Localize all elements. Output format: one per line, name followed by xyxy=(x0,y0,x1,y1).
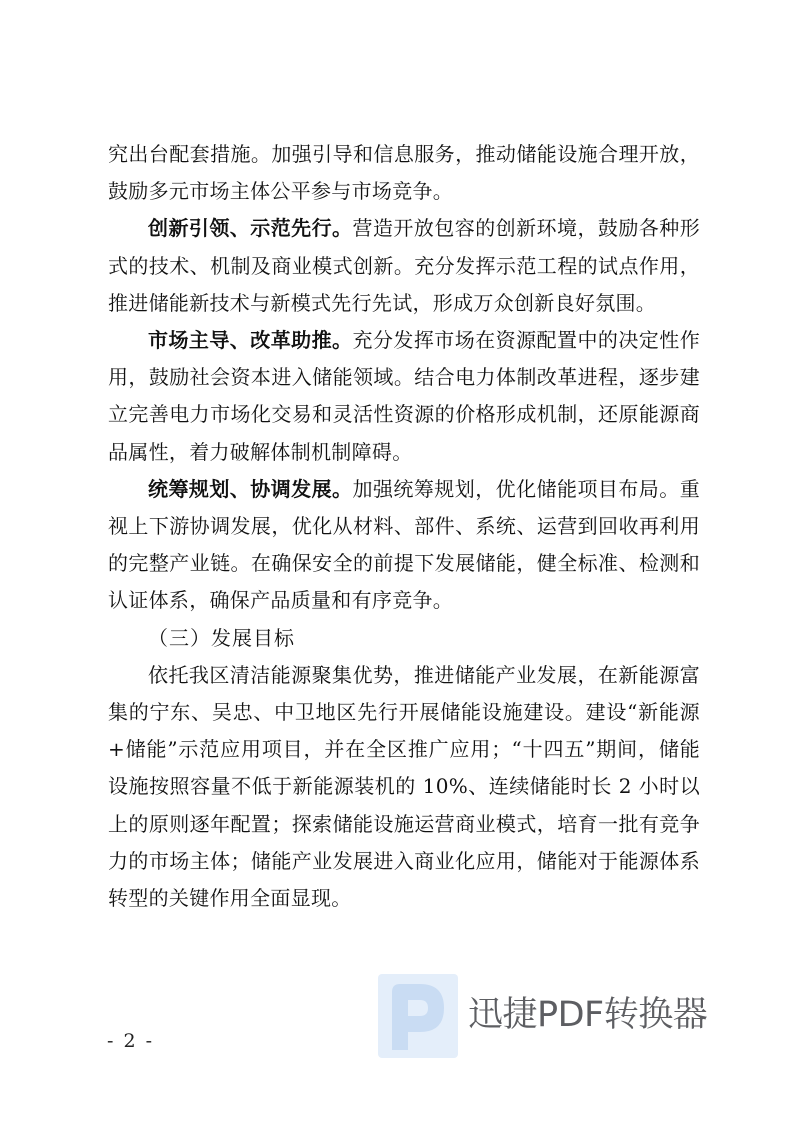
watermark-text: 迅捷PDF转换器 xyxy=(468,995,708,1035)
watermark xyxy=(378,974,738,1058)
paragraph-3 xyxy=(108,322,700,471)
goal-paragraph: 依托我区清洁能源聚集优势，推进储能产业发展，在新能源富集的宁东、吴忠、中卫地区先行开展储能设施建设。建设“新能源+储能”示范应用项目，并在全区推广应用；“十四五”期间，储能设施按照容量不低于新能源装机的 10%、连续储能时长 2 小时以上的原则逐年配置；探索储能设施运营商业模式，培育一批有竞争力的市场主体；储能产业发展进入商业化应用，储能对于能源体系转型的关键作用全面显现。 xyxy=(108,662,700,911)
paragraph-3-lead: 市场主导、改革助推。 xyxy=(148,328,353,353)
page-number: - 2 - xyxy=(107,1030,155,1052)
body-text xyxy=(108,136,700,917)
paragraph-2-text: 营造开放包容的创新环境，鼓励各种形式的技术、机制及商业模式创新。充分发挥示范工程的试点作用，推进储能新技术与新模式先行先试，形成万众创新良好氛围。 xyxy=(108,216,700,315)
paragraph-4-text: 加强统筹规划，优化储能项目布局。重视上下游协调发展，优化从材料、部件、系统、运营到回收再利用的完整产业链。在确保安全的前提下发展储能，健全标准、检测和认证体系，确保产品质量和有序竞争。 xyxy=(108,476,700,613)
paragraph-1 xyxy=(108,136,700,210)
pdf-converter-logo-icon xyxy=(378,974,458,1058)
paragraph-1-text: 究出台配套措施。加强引导和信息服务，推动储能设施合理开放，鼓励多元市场主体公平参与市场竞争。 xyxy=(108,142,700,204)
paragraph-2-lead: 创新引领、示范先行。 xyxy=(148,216,353,241)
section-heading: （三）发展目标 xyxy=(148,625,295,650)
paragraph-4 xyxy=(108,471,700,620)
paragraph-2 xyxy=(108,210,700,322)
paragraph-3-text: 充分发挥市场在资源配置中的决定性作用，鼓励社会资本进入储能领域。结合电力体制改革进程，逐步建立完善电力市场化交易和灵活性资源的价格形成机制，还原能源商品属性，着力破解体制机制障碍。 xyxy=(108,328,700,464)
paragraph-4-lead: 统筹规划、协调发展。 xyxy=(148,476,353,501)
